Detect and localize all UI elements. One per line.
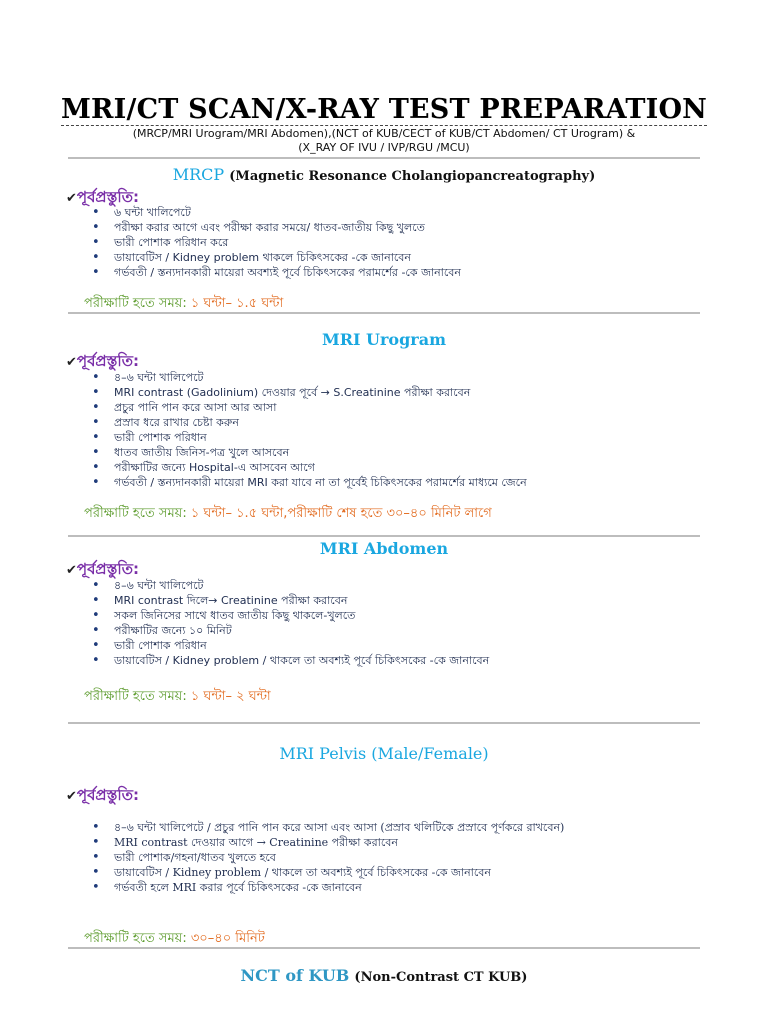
divider [68,722,700,724]
page-subtitle: (MRCP/MRI Urogram/MRI Abdomen),(NCT of KUB/CECT of KUB/CT Abdomen/ CT Urogram) & (X_RAY OF IVU / IVP/RGU /MCU) [132,127,636,154]
checkmark-icon: ✔ [66,355,77,370]
duration-line: পরীক্ষাটি হতে সময়: ১ ঘন্টা– ১.৫ ঘন্টা [84,296,284,311]
section-heading-mrcp: MRCP (Magnetic Resonance Cholangiopancreatography) [172,165,596,184]
list-item: • ডায়াবেটিস / Kidney problem থাকলে চিকিৎসকের -কে জানাবেন [92,250,712,265]
list-item: • ধাতব জাতীয় জিনিস-পত্র খুলে আসবেন [92,445,712,460]
list-item: • প্রচুর পানি পান করে আসা আর আসা [92,400,712,415]
list-item: • MRI contrast দিলে→ Creatinine পরীক্ষা করাবেন [92,593,712,608]
list-item: • সকল জিনিসের সাথে ধাতব জাতীয় কিছু থাকলে-খুলতে [92,608,712,623]
list-item: • ভারী পোশাক পরিধান [92,638,712,653]
divider [68,535,700,537]
list-item: • প্রস্রাব ধরে রাখার চেষ্টা করুন [92,415,712,430]
list-item: • পরীক্ষাটির জন্যে ১০ মিনিট [92,623,712,638]
checkmark-icon: ✔ [66,789,77,804]
preparation-label: ✔পূর্বপ্রস্তুতি: [66,352,139,370]
divider [68,947,700,949]
section-heading-mri-urogram: MRI Urogram [321,330,447,349]
list-item: • MRI contrast (Gadolinium) দেওয়ার পূর্বে → S.Creatinine পরীক্ষা করাবেন [92,385,712,400]
section-heading-mri-pelvis: MRI Pelvis (Male/Female) [279,744,489,763]
list-item: • গর্ভবতী / স্তন্যদানকারী মায়েরা অবশ্যই পূর্বে চিকিৎসকের পরামর্শের -কে জানাবেন [92,265,712,280]
list-item: • ডায়াবেটিস / Kidney problem / থাকলে তা অবশ্যই পূর্বে চিকিৎসকের -কে জানাবেন [92,865,712,880]
checkmark-icon: ✔ [66,191,77,206]
divider [68,157,700,159]
checkmark-icon: ✔ [66,563,77,578]
list-item: • ৪–৬ ঘন্টা খালিপেটে [92,578,712,593]
list-item: • ৪–৬ ঘন্টা খালিপেটে / প্রচুর পানি পান করে আসা এবং আসা (প্রস্রাব থলিটিকে প্রস্রাবে পূর্ণকরে রাখবেন) [92,820,712,835]
list-item: • পরীক্ষা করার আগে এবং পরীক্ষা করার সময়ে/ ধাতব-জাতীয় কিছু খুলতে [92,220,712,235]
list-item: • ভারী পোশাক পরিধান করে [92,235,712,250]
preparation-label: ✔পূর্বপ্রস্তুতি: [66,188,139,206]
list-item: • ৬ ঘন্টা খালিপেটে [92,205,712,220]
duration-line: পরীক্ষাটি হতে সময়: ১ ঘন্টা– ২ ঘন্টা [84,689,271,704]
preparation-list-mri-urogram [92,370,712,490]
duration-line: পরীক্ষাটি হতে সময়: ৩০–৪০ মিনিট [84,931,265,946]
preparation-label: ✔পূর্বপ্রস্তুতি: [66,560,139,578]
list-item: • ভারী পোশাক পরিধান [92,430,712,445]
list-item: • ডায়াবেটিস / Kidney problem / থাকলে তা অবশ্যই পূর্বে চিকিৎসকের -কে জানাবেন [92,653,712,668]
list-item: • ৪–৬ ঘন্টা খালিপেটে [92,370,712,385]
section-heading-mri-abdomen: MRI Abdomen [319,539,449,558]
preparation-list-mri-abdomen [92,578,712,668]
list-item: • ভারী পোশাক/গহনা/ধাতব খুলতে হবে [92,850,712,865]
list-item: • MRI contrast দেওয়ার আগে → Creatinine পরীক্ষা করাবেন [92,835,712,850]
preparation-label: ✔পূর্বপ্রস্তুতি: [66,786,139,804]
page-title: MRI/CT SCAN/X-RAY TEST PREPARATION [60,94,708,125]
preparation-list-mri-pelvis [92,820,712,895]
list-item: • গর্ভবতী হলে MRI করার পূর্বে চিকিৎসকের -কে জানাবেন [92,880,712,895]
duration-line: পরীক্ষাটি হতে সময়: ১ ঘন্টা– ১.৫ ঘন্টা,পরীক্ষাটি শেষ হতে ৩০–৪০ মিনিট লাগে [84,506,492,521]
section-heading-nct-kub: NCT of KUB (Non-Contrast CT KUB) [240,966,528,985]
list-item: • পরীক্ষাটির জন্যে Hospital-এ আসবেন আগে [92,460,712,475]
divider [68,312,700,314]
preparation-list-mrcp [92,205,712,280]
list-item: • গর্ভবতী / স্তন্যদানকারী মায়েরা MRI করা যাবে না তা পূর্বেই চিকিৎসকের পরামর্শের মাধ্যমে জেনে [92,475,712,490]
